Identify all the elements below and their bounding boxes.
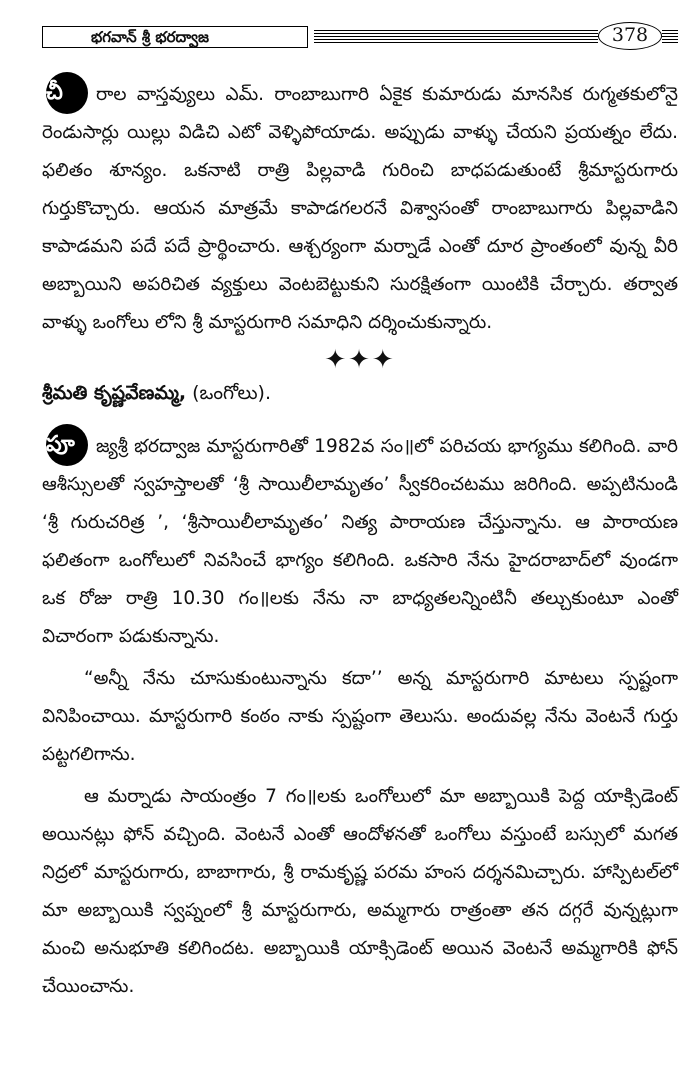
- header-rule-lines: [314, 30, 598, 43]
- section-divider-ornament: ✦✦✦: [324, 345, 396, 375]
- header-rule-lines-end: [662, 30, 678, 43]
- devotee-name: శ్రీమతి కృష్ణవేణమ్మ,: [42, 382, 187, 404]
- story-paragraph: ఆ మర్నాడు సాయంత్రం 7 గం॥లకు ఒంగోలులో మా అబ్బాయికి పెద్ద యాక్సిడెంట్ అయినట్లు ఫోన్ వచ్చింది. వెంటనే ఎంతో ఆందోళనతో ఒంగోలు వస్తుంటే బస్సులో మగత నిద్రలో మాస్టరుగారు, బాబాగారు, శ్రీ రామకృష్ణ పరమ హంస దర్శనమిచ్చారు. హాస్పిటల్‌లో మా అబ్బాయికి స్వప్నంలో శ్రీ మాస్టరుగారు, అమ్మగారు రాత్రంతా తన దగ్గరే వున్నట్లుగా మంచి అనుభూతి కలిగిందట. అబ్బాయికి యాక్సిడెంట్ అయిన వెంటనే అమ్మగారికి ఫోన్ చేయించాను.: [42, 786, 678, 997]
- book-title: భగవాన్ శ్రీ భరద్వాజ: [42, 26, 308, 48]
- devotee-heading: [42, 376, 678, 410]
- story-text: రాల వాస్తవ్యులు ఎమ్. రాంబాబుగారి ఏకైక కుమారుడు మానసిక రుగ్మతకులోనై రెండుసార్లు యిల్లు విడిచి ఎటో వెళ్ళిపోయాడు. అప్పుడు వాళ్ళు చేయని ప్రయత్నం లేదు. ఫలితం శూన్యం. ఒకనాటి రాత్రి పిల్లవాడి గురించి బాధపడుతుంటే శ్రీమాస్టరుగారు గుర్తుకొచ్చారు. ఆయన మాత్రమే కాపాడగలరనే విశ్వాసంతో రాంబాబుగారు పిల్లవాడిని కాపాడమని పదే పదే ప్రార్థించారు. ఆశ్చర్యంగా మర్నాడే ఎంతో దూర ప్రాంతంలో వున్న వీరి అబ్బాయిని అపరిచిత వ్యక్తులు వెంటబెట్టుకుని సురక్షితంగా యింటికి చేర్చారు. తర్వాత వాళ్ళు ఒంగోలు లోని శ్రీ మాస్టరుగారి సమాధిని దర్శించుకున్నారు.: [42, 84, 678, 333]
- story-paragraph: [42, 428, 678, 656]
- story-paragraph: [42, 76, 678, 342]
- running-header: [42, 26, 678, 50]
- story-paragraph: “అన్నీ నేను చూసుకుంటున్నాను కదా’’ అన్న మాస్టరుగారి మాటలు స్పష్టంగా వినిపించాయి. మాస్టరుగారి కంఠం నాకు స్పష్టంగా తెలుసు. అందువల్ల నేను వెంటనే గుర్తు పట్టగలిగాను.: [42, 668, 678, 765]
- dropcap-letter: చీ: [46, 72, 88, 114]
- page-body: [42, 72, 678, 1006]
- devotee-place: (ఒంగోలు).: [186, 382, 272, 404]
- story-text: జ్యశ్రీ భరద్వాజ మాస్టరుగారితో 1982వ సం॥లో పరిచయ భాగ్యము కలిగింది. వారి ఆశీస్సులతో స్వహస్తాలతో ‘శ్రీ సాయిలీలామృతం’ స్వీకరించటము జరిగింది. అప్పటినుండి ‘శ్రీ గురుచరిత్ర ’, ‘శ్రీసాయిలీలామృతం’ నిత్య పారాయణ చేస్తున్నాను. ఆ పారాయణ ఫలితంగా ఒంగోలులో నివసించే భాగ్యం కలిగింది. ఒకసారి నేను హైదరాబాద్‌లో వుండగా ఒక రోజు రాత్రి 10.30 గం॥లకు నేను నా బాధ్యతలన్నింటినీ తల్చుకుంటూ ఎంతో విచారంగా పడుకున్నాను.: [42, 436, 678, 647]
- dropcap-letter: పూ: [46, 424, 88, 466]
- page-number: 378: [598, 22, 662, 50]
